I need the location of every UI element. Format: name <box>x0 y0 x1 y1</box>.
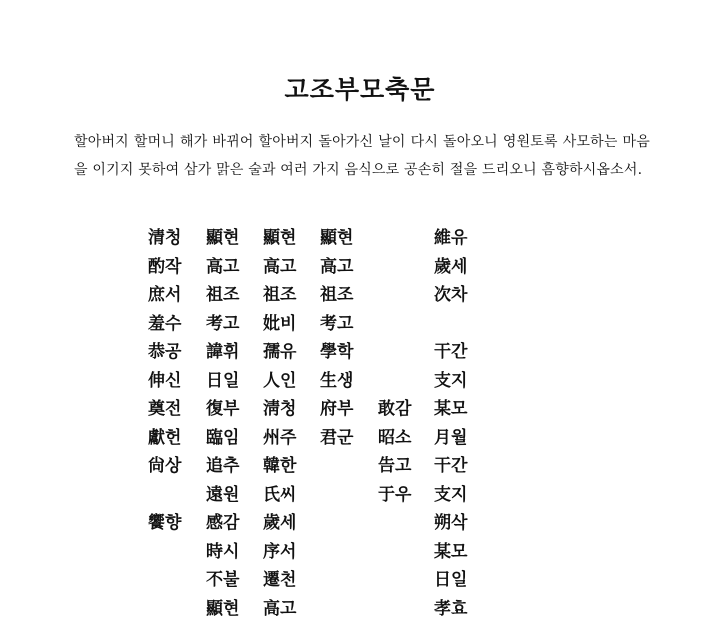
ritual-cell: 州주 <box>263 427 297 448</box>
ritual-cell: 淸청 <box>263 399 297 419</box>
document-title: 고조부모축문 <box>284 75 436 104</box>
ritual-cell: 府부 <box>320 399 354 419</box>
ritual-cell: 歲세 <box>434 256 468 277</box>
ritual-cell: 告고 <box>378 456 412 476</box>
ritual-cell: 支지 <box>434 370 468 391</box>
ritual-cell: 饗향 <box>148 513 182 533</box>
ritual-cell: 高고 <box>263 256 297 277</box>
ritual-cell: 某모 <box>434 399 468 419</box>
ritual-cell: 高고 <box>263 598 297 619</box>
ritual-cell: 妣비 <box>263 313 297 334</box>
ritual-cell: 復부 <box>206 399 240 419</box>
ritual-cell: 臨임 <box>206 427 240 448</box>
ritual-cell: 感감 <box>206 513 240 533</box>
ritual-cell: 干간 <box>434 342 468 362</box>
ritual-cell: 維유 <box>434 228 468 248</box>
ritual-cell: 孝효 <box>434 598 468 619</box>
ritual-cell: 序서 <box>263 541 297 562</box>
ritual-cell: 高고 <box>320 256 354 277</box>
ritual-cell: 日일 <box>206 370 240 391</box>
ritual-cell: 某모 <box>434 541 468 562</box>
ritual-cell: 顯현 <box>263 228 297 248</box>
ritual-cell: 次차 <box>434 285 468 305</box>
ritual-cell: 奠전 <box>148 399 182 419</box>
ritual-cell: 諱휘 <box>206 342 240 362</box>
ritual-cell: 敢감 <box>378 399 412 419</box>
ritual-cell: 學학 <box>320 342 354 362</box>
ritual-cell: 韓한 <box>263 456 297 476</box>
ritual-text-grid <box>0 224 720 619</box>
ritual-cell: 考고 <box>206 313 240 334</box>
ritual-cell: 孺유 <box>263 342 297 362</box>
ritual-cell: 歲세 <box>263 513 297 533</box>
ritual-cell: 顯현 <box>206 228 240 248</box>
ritual-cell: 伸신 <box>148 370 182 391</box>
ritual-cell: 清청 <box>148 228 182 248</box>
ritual-cell: 氏씨 <box>263 484 297 505</box>
ritual-cell: 人인 <box>263 370 297 391</box>
ritual-cell: 祖조 <box>206 285 240 305</box>
ritual-cell: 日일 <box>434 570 468 590</box>
ritual-cell: 追추 <box>206 456 240 476</box>
ritual-cell: 酌작 <box>148 256 182 277</box>
ritual-cell: 支지 <box>434 484 468 505</box>
ritual-cell: 庶서 <box>148 285 182 305</box>
ritual-cell: 昭소 <box>378 427 412 448</box>
ritual-cell: 獻헌 <box>148 427 182 448</box>
ritual-cell: 于우 <box>378 484 412 505</box>
ritual-cell: 君군 <box>320 427 354 448</box>
ritual-cell: 恭공 <box>148 342 182 362</box>
ritual-cell: 考고 <box>320 313 354 334</box>
ritual-cell: 遠원 <box>206 484 240 505</box>
ritual-cell: 羞수 <box>148 313 182 334</box>
ritual-cell: 尙상 <box>148 456 182 476</box>
ritual-cell: 祖조 <box>320 285 354 305</box>
ritual-cell: 祖조 <box>263 285 297 305</box>
ritual-cell: 生생 <box>320 370 354 391</box>
ritual-cell: 月월 <box>434 427 468 448</box>
ritual-cell: 時시 <box>206 541 240 562</box>
ritual-cell: 顯현 <box>320 228 354 248</box>
ritual-cell: 干간 <box>434 456 468 476</box>
ritual-cell: 朔삭 <box>434 513 468 533</box>
ritual-cell: 遷천 <box>263 570 297 590</box>
ritual-cell: 不불 <box>206 570 240 590</box>
ritual-cell: 顯현 <box>206 598 240 619</box>
ritual-cell: 高고 <box>206 256 240 277</box>
intro-paragraph: 할아버지 할머니 해가 바뀌어 할아버지 돌아가신 날이 다시 돌아오니 영원토록 사모하는 마음을 이기지 못하여 삼가 맑은 술과 여러 가지 음식으로 공손히 절을 드리오니 흠향하시옵소서. <box>74 134 650 178</box>
